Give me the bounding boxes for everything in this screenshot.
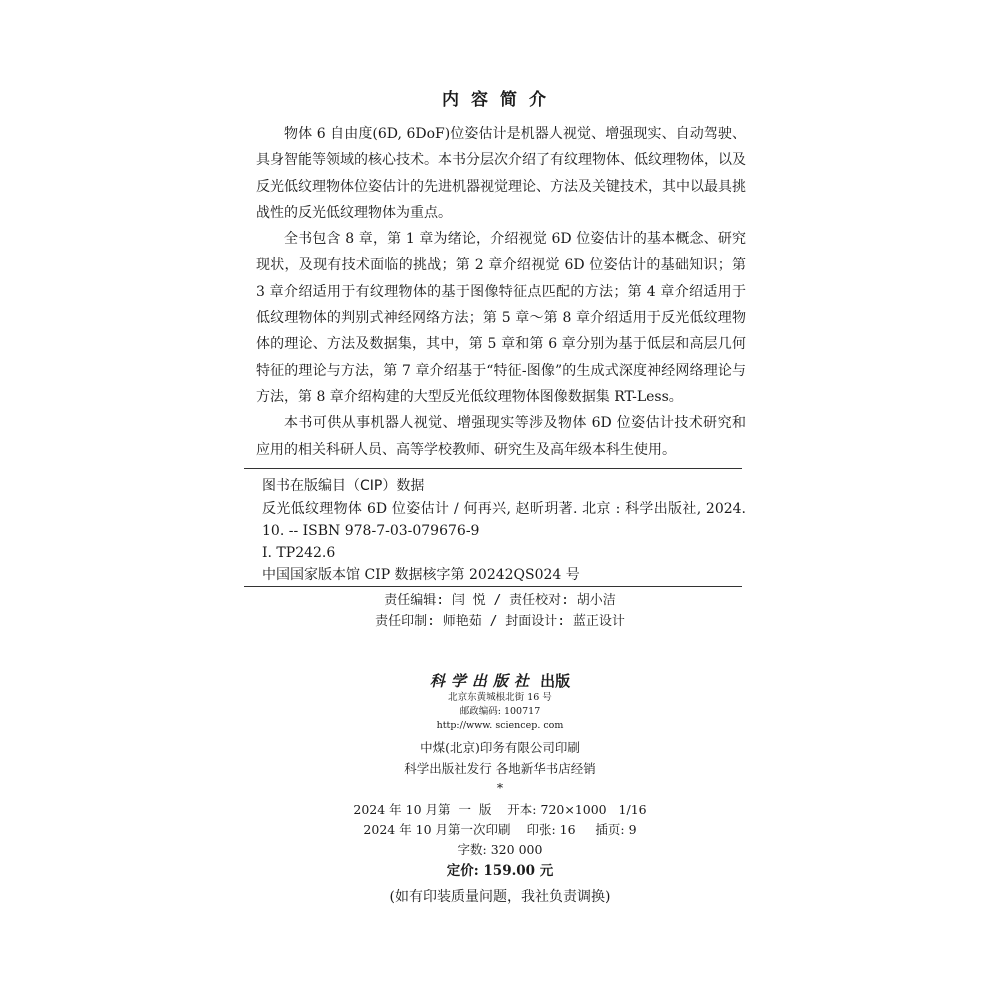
printer-line: 中煤(北京)印务有限公司印刷 [420, 740, 580, 755]
publisher-suffix: 出版 [540, 672, 571, 690]
edition-line: 2024 年 10 月第 一 版 开本: 720×1000 1/16 [353, 802, 647, 817]
credits-editors: 责任编辑: 闫 悦 / 责任校对: 胡小洁 [384, 593, 616, 608]
separator-star: * [496, 780, 504, 795]
impression-line: 2024 年 10 月第一次印刷 印张: 16 插页: 9 [363, 822, 637, 837]
intro-paragraph-3: 本书可供从事机器人视觉、增强现实等涉及物体 6D 位姿估计技术研究和应用的相关科研人员、高等学校教师、研究生及高年级本科生使用。 [256, 415, 746, 458]
price-line: 定价: 159.00 元 [446, 863, 554, 879]
cip-heading: 图书在版编目（CIP）数据 [262, 478, 425, 494]
word-count-line: 字数: 320 000 [457, 842, 543, 857]
cip-data-block [262, 498, 746, 586]
intro-paragraph-1: 物体 6 自由度(6D, 6DoF)位姿估计是机器人视觉、增强现实、自动驾驶、具身智能等领域的核心技术。本书分层次介绍了有纹理物体、低纹理物体，以及反光低纹理物体位姿估计的先进机器视觉理论、方法及关键技术，其中以最具挑战性的反光低纹理物体为重点。 [256, 126, 746, 221]
cip-bottom-rule [244, 586, 742, 587]
publisher-address: 北京东黄城根北街 16 号 [448, 692, 552, 703]
cip-record-number: 中国国家版本馆 CIP 数据核字第 20242QS024 号 [262, 567, 580, 583]
page-title: 内容简介 [442, 90, 558, 110]
distribution-line: 科学出版社发行 各地新华书店经销 [404, 761, 596, 776]
publisher-name: 科学出版社 [429, 672, 535, 690]
credits-production: 责任印制: 师艳茹 / 封面设计: 蓝正设计 [375, 614, 625, 629]
publisher-postcode: 邮政编码: 100717 [459, 706, 541, 717]
publisher-website: http://www. sciencep. com [436, 720, 564, 731]
cip-classification: Ⅰ. TP242.6 [262, 545, 336, 561]
quality-notice: (如有印装质量问题，我社负责调换) [389, 889, 611, 905]
publisher-line [0, 671, 1000, 691]
cip-entry: 反光低纹理物体 6D 位姿估计 / 何再兴, 赵昕玥著. 北京 : 科学出版社, 2024. 10. -- ISBN 978-7-03-079676-9 [262, 501, 746, 539]
intro-paragraph-2: 全书包含 8 章，第 1 章为绪论，介绍视觉 6D 位姿估计的基本概念、研究现状，及现有技术面临的挑战；第 2 章介绍视觉 6D 位姿估计的基础知识；第 3 章介绍适用于有纹理物体的基于图像特征点匹配的方法；第 4 章介绍适用于低纹理物体的判别式神经网络方法；第 5 章～第 8 章介绍适用于反光低纹理物体的理论、方法及数据集，其中，第 5 章和第 6 章分别为基于低层和高层几何特征的理论与方法，第 7 章介绍基于“特征-图像”的生成式深度神经网络理论与方法，第 8 章介绍构建的大型反光低纹理物体图像数据集 RT-Less。 [256, 231, 746, 405]
intro-section [256, 121, 746, 463]
cip-top-rule [244, 468, 742, 469]
